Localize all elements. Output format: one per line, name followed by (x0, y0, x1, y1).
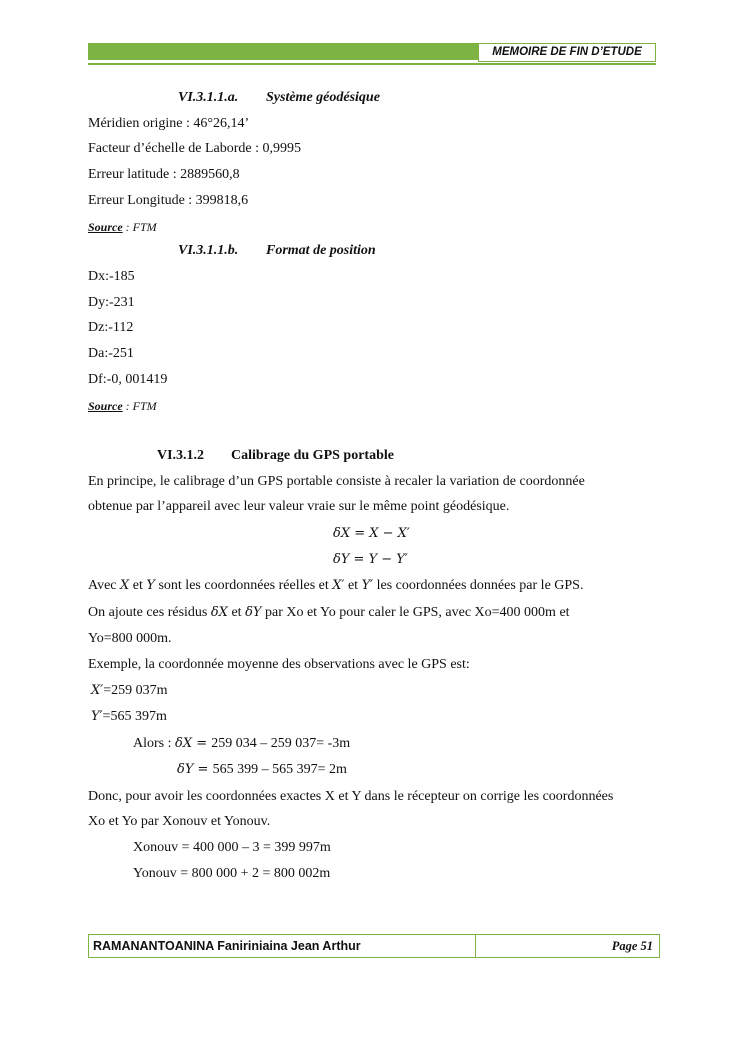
section-b-number: VI.3.1.1.b. (178, 243, 239, 258)
footer-page-number: Page 51 (611, 939, 653, 953)
source-label: Source (88, 399, 123, 413)
section-b-line: Df:-0, 001419 (88, 372, 168, 387)
ajoute-line (88, 604, 570, 622)
section-b-line: Da:-251 (88, 346, 134, 361)
section-b-line: Dz:-112 (88, 320, 134, 335)
alors-dx-line (133, 735, 350, 753)
math-y: Y (146, 578, 155, 593)
xonouv-line: Xonouv = 400 000 – 3 = 399 997m (133, 840, 331, 855)
paragraph-line: En principe, le calibrage d’un GPS portable consiste à recaler la variation de coordonnée (88, 474, 585, 489)
text-fragment: et (129, 578, 147, 593)
text-fragment: sont les coordonnées réelles et (154, 578, 333, 593)
header-divider (88, 63, 656, 65)
section-a-line: Erreur latitude : 2889560,8 (88, 167, 240, 182)
text-fragment: On ajoute ces résidus (88, 605, 211, 620)
source-label: Source (88, 220, 123, 234)
math-y-prime: Y′ (361, 578, 374, 593)
footer-author: RAMANANTOANINA Faniriniaina Jean Arthur (93, 939, 361, 953)
equation-dx: δX = X − X′ (333, 526, 410, 541)
source-value: : FTM (122, 220, 157, 234)
math-x-prime: X′ (91, 683, 104, 698)
donc-line: Donc, pour avoir les coordonnées exactes X et Y dans le récepteur on corrige les coordonnées (88, 789, 614, 804)
section-a-line: Méridien origine : 46°26,14’ (88, 116, 250, 131)
math-delta-x: δX = (175, 736, 212, 751)
header-green-bar (88, 43, 478, 60)
section-a-line: Erreur Longitude : 399818,6 (88, 193, 249, 208)
exemple-line: Exemple, la coordonnée moyenne des observations avec le GPS est: (88, 657, 470, 672)
math-x-prime: X′ (332, 578, 345, 593)
donc-line: Xo et Yo par Xonouv et Yonouv. (88, 814, 271, 829)
text-fragment: Alors : (133, 736, 175, 751)
header-title: MEMOIRE DE FIN D’ETUDE (478, 43, 656, 62)
avec-line (88, 577, 583, 595)
dy-line (177, 761, 347, 779)
math-y-prime: Y′ (91, 709, 103, 724)
section-a-line: Facteur d’échelle de Laborde : 0,9995 (88, 141, 302, 156)
section-c-number: VI.3.1.2 (157, 448, 205, 463)
yprime-line (91, 708, 167, 726)
section-a-number: VI.3.1.1.a. (178, 90, 239, 105)
text-fragment: les coordonnées données par le GPS. (373, 578, 584, 593)
text-fragment: Avec (88, 578, 120, 593)
yo-line: Yo=800 000m. (88, 631, 172, 646)
footer-divider (475, 935, 476, 957)
value: 259 034 – 259 037= -3m (211, 736, 351, 751)
section-b-source (88, 397, 157, 415)
value: 565 399 – 565 397= 2m (212, 762, 347, 777)
source-value: : FTM (122, 399, 157, 413)
text-fragment: et (344, 578, 362, 593)
paragraph-line: obtenue par l’appareil avec leur valeur vraie sur le même point géodésique. (88, 499, 510, 514)
section-a-title: Système géodésique (266, 90, 380, 105)
math-delta-y: δY (245, 605, 262, 620)
value: =259 037m (103, 683, 168, 698)
math-delta-x: δX (210, 605, 228, 620)
math-delta-y: δY = (177, 762, 213, 777)
equation-dy: δY = Y − Y′ (333, 552, 408, 567)
text-fragment: par Xo et Yo pour caler le GPS, avec Xo=400 000m et (261, 605, 570, 620)
math-x: X (120, 578, 130, 593)
xprime-line (91, 682, 168, 700)
text-fragment: et (227, 605, 246, 620)
yonouv-line: Yonouv = 800 000 + 2 = 800 002m (133, 866, 331, 881)
page-footer (88, 934, 660, 958)
section-a-source (88, 218, 157, 236)
section-b-line: Dx:-185 (88, 269, 135, 284)
page-header (88, 43, 656, 62)
value: =565 397m (102, 709, 167, 724)
section-b-title: Format de position (266, 243, 376, 258)
section-b-line: Dy:-231 (88, 295, 135, 310)
section-c-title: Calibrage du GPS portable (231, 448, 394, 463)
